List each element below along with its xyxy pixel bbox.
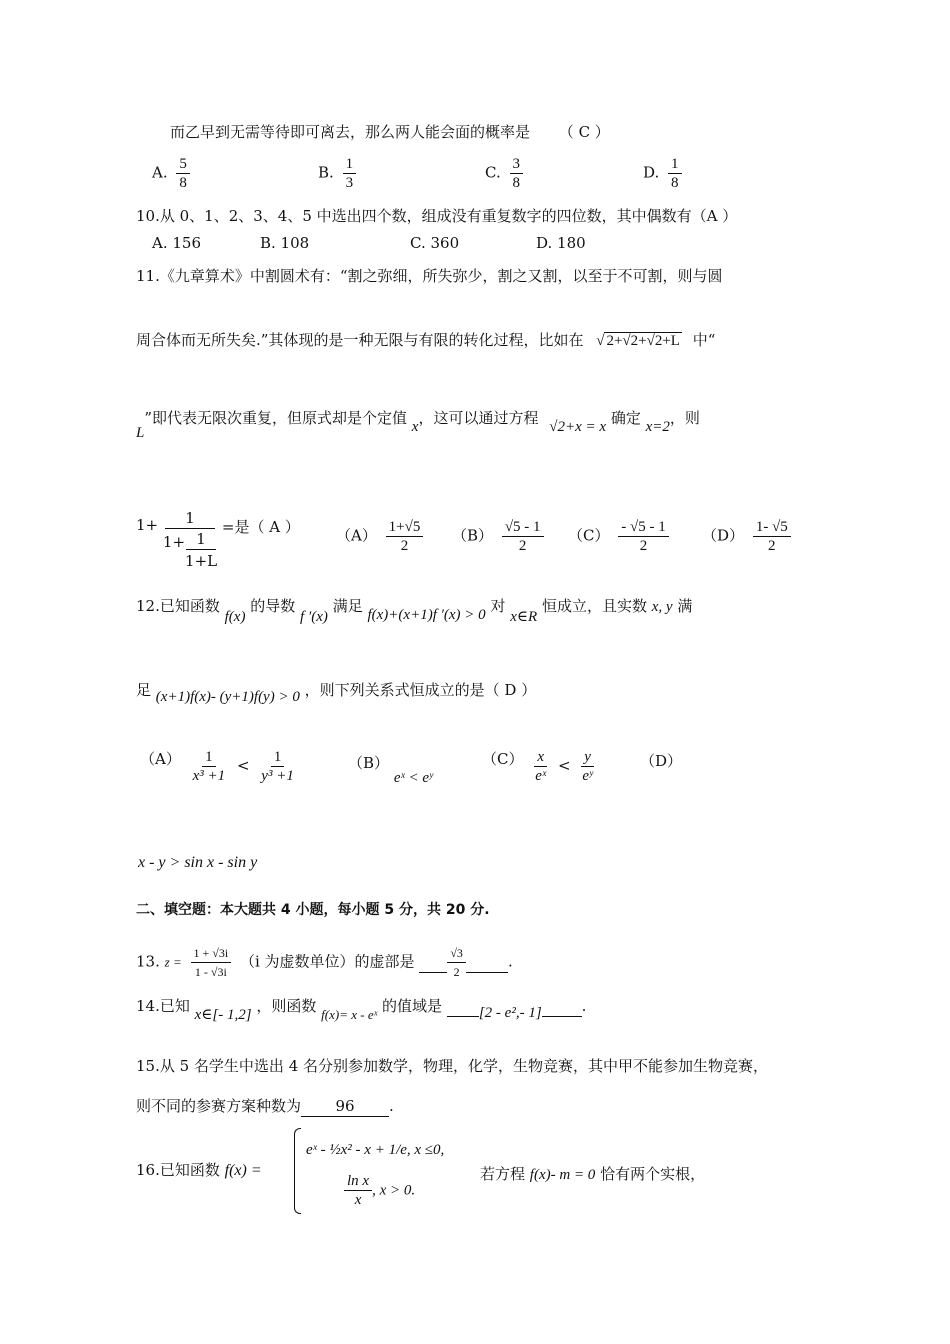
q12-condition: f(x)+(x+1)f ′(x) > 0: [367, 607, 486, 623]
q13-answer: $\frac{√3}{2}$: [447, 944, 466, 981]
q9-option-a: A. $\frac{5}{8}$: [152, 155, 194, 192]
q11-option-c: （C） $\frac{- √5 - 1}{2}$: [568, 518, 673, 555]
q16-tail: 若方程 f(x)- m = 0 恰有两个实根，: [480, 1165, 706, 1183]
q9-stem: 而乙早到无需等待即可离去，那么两人能会面的概率是 （ C ）: [170, 123, 610, 141]
q11-line2: 周合体而无所失矣.”其体现的是一种无限与有限的转化过程，比如在 √ 2+√2+√2+L 中“: [136, 331, 716, 349]
q12-option-a: （A） $\frac{1}{\text{x³ +1}}$ < $\frac{1}{\text{y³ +1}}$: [140, 749, 294, 784]
q12-option-c: （C） $\frac{x}{\text{eˣ}}$ < $\frac{y}{\text{eʸ}}$: [482, 749, 593, 784]
q9-answer: （ C ）: [558, 123, 610, 141]
q15-answer: 96: [301, 1096, 389, 1117]
q11-option-d: （D） $\frac{1- √5}{2}$: [702, 518, 795, 555]
q11-nested-sqrt: 2+√2+√2+L: [606, 333, 680, 349]
q10-stem: 10.从 0、1、2、3、4、5 中选出四个数，组成没有重复数字的四位数，其中偶数有（A ）: [136, 207, 738, 225]
q10-option-d: D. 180: [536, 234, 586, 252]
q16-prefix: 16.已知函数 f(x) =: [136, 1161, 262, 1179]
q13: 13. z = $\frac{1 + √3i}{1 - √3i}$ （i 为虚数单位）的虚部是 $\frac{√3}{2}$ .: [136, 946, 513, 979]
q10-option-c: C. 360: [410, 234, 460, 252]
q11-line1: 11.《九章算术》中割圆术有：“割之弥细，所失弥少，割之又割，以至于不可割，则与圆: [136, 267, 723, 285]
q12-line2: 足 (x+1)f(x)- (y+1)f(y) > 0 ，则下列关系式恒成立的是（ D ）: [136, 681, 537, 705]
q10-option-b: B. 108: [260, 234, 310, 252]
section-heading: 二、填空题：本大题共 4 小题，每小题 5 分，共 20 分.: [136, 902, 490, 918]
q14-answer: [2 - e²,- 1]: [478, 1005, 542, 1021]
q11-option-b: （B） $\frac{√5 - 1}{2}$: [452, 518, 548, 555]
q14: 14.已知 x∈[- 1,2] ，则函数 f(x)= x - eˣ 的值域是 [2 - e²,- 1] .: [136, 997, 587, 1023]
q16-case2: $\frac{\text{ln x}}{x}$ , x > 0.: [344, 1172, 415, 1209]
q9-option-c: C. $\frac{3}{8}$: [485, 155, 527, 192]
q12-option-d-label: （D）: [640, 752, 683, 770]
q12-line1: 12.已知函数 f(x) 的导数 f ′(x) 满足 f(x)+(x+1)f ′(x) > 0 对 x∈R 恒成立，且实数 x, y 满: [136, 597, 693, 625]
q11-solution: x=2: [645, 419, 670, 435]
q11-option-a: （A） $\frac{1+√5}{2}$: [336, 518, 427, 555]
q12-option-d: x - y > sin x - sin y: [138, 854, 258, 871]
q12-condition2: (x+1)f(x)- (y+1)f(y) > 0: [155, 689, 300, 705]
piecewise-brace: [294, 1128, 301, 1214]
q15-line1: 15.从 5 名学生中选出 4 名分别参加数学，物理，化学，生物竞赛，其中甲不能参加生物竞赛，: [136, 1057, 769, 1075]
q15-line2: 则不同的参赛方案种数为 96 .: [136, 1097, 394, 1115]
q11-equation: √2+x = x: [549, 419, 607, 435]
q16-case1: eˣ - ½x² - x + 1/e, x ≤0,: [306, 1142, 445, 1158]
q9-option-d: D. $\frac{1}{8}$: [643, 155, 686, 192]
q11-continued-fraction: 1+ 1 1+ $\frac{1}{1+L}$ =是（ A ）: [136, 509, 300, 570]
q12-option-b: （B） eˣ < eʸ: [348, 754, 433, 786]
q9-option-b: B. $\frac{1}{3}$: [318, 155, 360, 192]
q10-option-a: A. 156: [152, 234, 201, 252]
q11-line3: L”即代表无限次重复，但原式却是个定值 x，这可以通过方程 √2+x = x 确定 x=2，则: [136, 409, 700, 441]
